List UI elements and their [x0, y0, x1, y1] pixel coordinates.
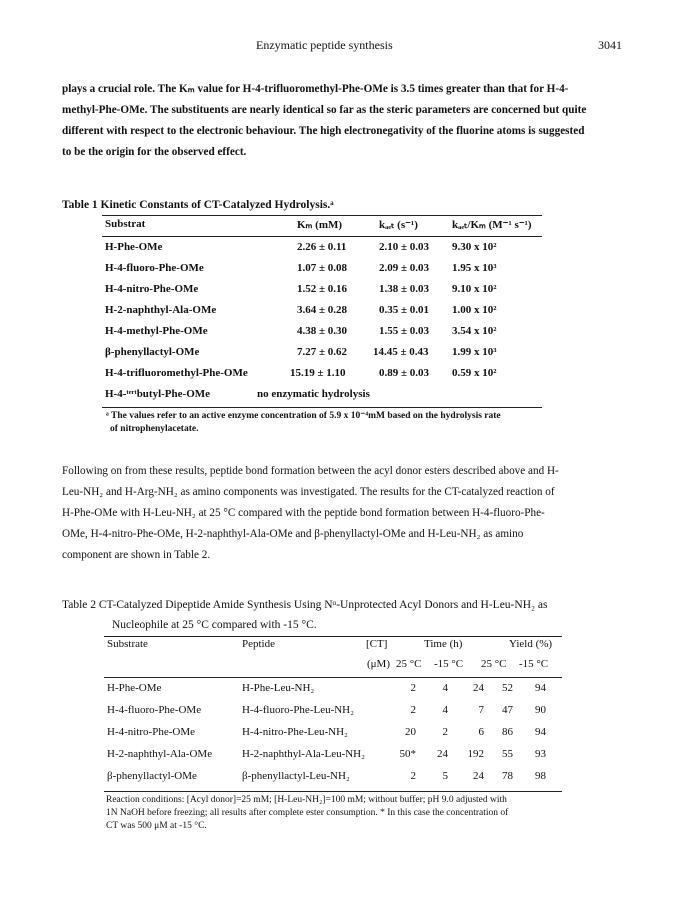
table2-bottom-rule — [104, 791, 562, 792]
table2-header-ct: [CT] — [366, 638, 388, 650]
table1-cell-km: 1.07 ± 0.08 — [297, 262, 348, 274]
table2-cell-peptide: H-2-naphthyl-Ala-Leu-NH₂ — [242, 748, 365, 760]
table1-top-rule — [102, 215, 542, 216]
table1-cell-km: 7.27 ± 0.62 — [297, 346, 348, 358]
table2-cell-yield-25: 52 — [502, 682, 513, 694]
table1-cell-substrate: β-phenyllactyl-OMe — [105, 346, 200, 358]
table1-header-cell: kₐₑₜ (s⁻¹) — [379, 219, 418, 231]
table2-footnote — [106, 794, 572, 833]
paragraph-line: plays a crucial role. The Kₘ value for H-4-trifluoromethyl-Phe-OMe is 3.5 times greater than that for H-4- — [62, 83, 569, 95]
table2-cell-peptide: H-4-nitro-Phe-Leu-NH₂ — [242, 726, 348, 738]
table2-header-yield-25: 25 °C — [481, 658, 507, 670]
table1-cell-kcat: 1.38 ± 0.03 — [379, 283, 430, 295]
page-number: 3041 — [598, 38, 622, 52]
table1-cell-substrate: H-4-nitro-Phe-OMe — [105, 283, 199, 295]
table2-cell-time-m15: 24 — [473, 770, 484, 782]
table2-header-yield: Yield (%) — [509, 638, 553, 650]
table2-caption-line: Nucleophile at 25 °C compared with -15 °C. — [112, 619, 317, 631]
table1-row — [102, 241, 542, 261]
paragraph-line: to be the origin for the observed effect. — [62, 146, 247, 158]
table2-cell-time-25: 2 — [442, 726, 448, 738]
table2-cell-yield-m15: 90 — [535, 704, 546, 716]
table2-cell-time-m15: 192 — [467, 748, 484, 760]
table1-cell-ratio: 1.95 x 10³ — [452, 262, 497, 274]
table2-cell-substrate: H-Phe-OMe — [107, 682, 162, 694]
table1-header-row — [102, 218, 542, 238]
table1-cell-km: 2.26 ± 0.11 — [297, 241, 347, 253]
table1-cell-substrate: H-4-trifluoromethyl-Phe-OMe — [105, 367, 248, 379]
table2-cell-peptide: H-Phe-Leu-NH₂ — [242, 682, 315, 694]
footnote-line: Reaction conditions: [Acyl donor]=25 mM; [H-Leu-NH₂]=100 mM; without buffer; pH 9.0 adjusted with — [106, 795, 507, 805]
running-title: Enzymatic peptide synthesis — [256, 38, 393, 52]
footnote-line: 1N NaOH before freezing; all results after complete ester consumption. * In this case the concentration of — [106, 808, 509, 818]
table1-footnote — [106, 410, 546, 436]
table1-cell-km: 4.38 ± 0.30 — [297, 325, 348, 337]
table2-header-ct-unit: (μM) — [367, 658, 391, 670]
table1-cell-kcat: 14.45 ± 0.43 — [373, 346, 429, 358]
table2-cell-yield-m15: 94 — [535, 682, 546, 694]
table2-cell-substrate: H-2-naphthyl-Ala-OMe — [107, 748, 213, 760]
table2-cell-substrate: H-4-fluoro-Phe-OMe — [107, 704, 202, 716]
table2-top-rule — [104, 636, 562, 637]
table2-cell-yield-25: 55 — [502, 748, 513, 760]
paragraph-line: OMe, H-4-nitro-Phe-OMe, H-2-naphthyl-Ala-OMe and β-phenyllactyl-OMe and H-Leu-NH₂ as amino — [62, 528, 524, 540]
table1-cell-substrate: H-Phe-OMe — [105, 241, 163, 253]
table1-cell-kcat: 2.09 ± 0.03 — [379, 262, 430, 274]
table2-cell-peptide: H-4-fluoro-Phe-Leu-NH₂ — [242, 704, 354, 716]
table2-cell-yield-m15: 94 — [535, 726, 546, 738]
paragraph-line: Following on from these results, peptide bond formation between the acyl donor esters described above and H- — [62, 465, 559, 477]
table1-cell-ratio: 3.54 x 10² — [452, 325, 497, 337]
table1-cell-ratio: 1.99 x 10³ — [452, 346, 497, 358]
table1-row — [102, 367, 542, 387]
table1-cell-substrate: H-4-ᵗᵉʳᵗbutyl-Phe-OMe — [105, 388, 211, 400]
table1-cell-km: 1.52 ± 0.16 — [297, 283, 348, 295]
table2-cell-peptide: β-phenyllactyl-Leu-NH₂ — [242, 770, 350, 782]
table1-cell-ratio: 9.10 x 10² — [452, 283, 497, 295]
paragraph-line: H-Phe-OMe with H-Leu-NH₂ at 25 °C compared with the peptide bond formation between H-4-fluoro-Phe- — [62, 507, 545, 519]
table2-row — [104, 726, 562, 746]
table1-caption: Table 1 Kinetic Constants of CT-Catalyzed Hydrolysis.ᵃ — [62, 199, 334, 211]
table1-cell-km: 3.64 ± 0.28 — [297, 304, 348, 316]
table1-cell-substrate: H-4-fluoro-Phe-OMe — [105, 262, 204, 274]
table1-header-cell: Substrat — [105, 218, 146, 230]
table1-row — [102, 325, 542, 345]
table1-row — [102, 283, 542, 303]
table2-caption — [62, 595, 622, 635]
footnote-line: of nitrophenylacetate. — [110, 424, 199, 434]
footnote-line: CT was 500 μM at -15 °C. — [106, 821, 207, 831]
table2-cell-time-m15: 6 — [478, 726, 484, 738]
table1-bottom-rule — [102, 407, 542, 408]
table2-header-substrate: Substrate — [107, 638, 148, 650]
table2-cell-yield-m15: 98 — [535, 770, 546, 782]
table2-row — [104, 682, 562, 702]
table2-cell-time-25: 24 — [437, 748, 448, 760]
table1-cell-substrate: H-4-methyl-Phe-OMe — [105, 325, 208, 337]
table1-row — [102, 304, 542, 324]
table2-cell-yield-m15: 93 — [535, 748, 546, 760]
running-head — [0, 38, 683, 56]
paragraph-2 — [62, 461, 622, 566]
table2-cell-time-m15: 24 — [473, 682, 484, 694]
table1-cell-kcat: 0.35 ± 0.01 — [379, 304, 430, 316]
table1-header-cell: kₐₑₜ/Kₘ (M⁻¹ s⁻¹) — [452, 219, 532, 231]
table2-cell-ct: 20 — [405, 726, 416, 738]
table1-cell-ratio: 0.59 x 10² — [452, 367, 497, 379]
table2-cell-ct: 50* — [399, 748, 416, 760]
table2-header-yield-m15: -15 °C — [519, 658, 549, 670]
table1-cell-substrate: H-2-naphthyl-Ala-OMe — [105, 304, 217, 316]
paragraph-line: different with respect to the electronic behaviour. The high electronegativity of the fluorine atoms is suggested — [62, 125, 585, 137]
table1-row — [102, 388, 542, 408]
paragraph-1 — [62, 79, 622, 163]
table1-row — [102, 262, 542, 282]
table2-cell-time-m15: 7 — [478, 704, 484, 716]
table1-cell-kcat: 0.89 ± 0.03 — [379, 367, 430, 379]
table1-cell-ratio: 1.00 x 10² — [452, 304, 497, 316]
table1-cell-note: no enzymatic hydrolysis — [257, 388, 370, 400]
table2-header-time-25: 25 °C — [396, 658, 422, 670]
footnote-line: ᵃ The values refer to an active enzyme concentration of 5.9 x 10⁻⁴mM based on the hydrolysis rate — [106, 411, 501, 421]
table2-cell-yield-25: 78 — [502, 770, 513, 782]
paragraph-line: Leu-NH₂ and H-Arg-NH₂ as amino components was investigated. The results for the CT-catalyzed reaction of — [62, 486, 555, 498]
table2-row — [104, 770, 562, 790]
table2-row — [104, 704, 562, 724]
table2-cell-ct: 2 — [410, 682, 416, 694]
table2-cell-ct: 2 — [410, 704, 416, 716]
table1-cell-kcat: 2.10 ± 0.03 — [379, 241, 430, 253]
table2-cell-time-25: 5 — [442, 770, 448, 782]
table2-caption-line: Table 2 CT-Catalyzed Dipeptide Amide Synthesis Using Nᵅ-Unprotected Acyl Donors and H-Leu-NH₂ as — [62, 599, 548, 611]
table1-header-rule — [102, 236, 542, 237]
table1-cell-ratio: 9.30 x 10² — [452, 241, 497, 253]
table2-cell-substrate: β-phenyllactyl-OMe — [107, 770, 197, 782]
table2-header-rule — [104, 677, 562, 678]
table2-header — [104, 638, 562, 678]
table2-header-time: Time (h) — [424, 638, 463, 650]
table2-cell-yield-25: 86 — [502, 726, 513, 738]
table1-cell-kcat: 1.55 ± 0.03 — [379, 325, 430, 337]
table2-cell-yield-25: 47 — [502, 704, 513, 716]
table1-cell-km: 15.19 ± 1.10 — [290, 367, 346, 379]
table1-header-cell: Kₘ (mM) — [297, 219, 343, 231]
table2-cell-time-25: 4 — [442, 682, 448, 694]
table2-cell-ct: 2 — [410, 770, 416, 782]
table1-row — [102, 346, 542, 366]
paragraph-line: methyl-Phe-OMe. The substituents are nearly identical so far as the steric parameters are concerned but quite — [62, 104, 587, 116]
table2-cell-substrate: H-4-nitro-Phe-OMe — [107, 726, 195, 738]
table2-header-time-m15: -15 °C — [434, 658, 464, 670]
table2-row — [104, 748, 562, 768]
table2-header-peptide: Peptide — [242, 638, 275, 650]
paragraph-line: component are shown in Table 2. — [62, 549, 211, 561]
table2-cell-time-25: 4 — [442, 704, 448, 716]
